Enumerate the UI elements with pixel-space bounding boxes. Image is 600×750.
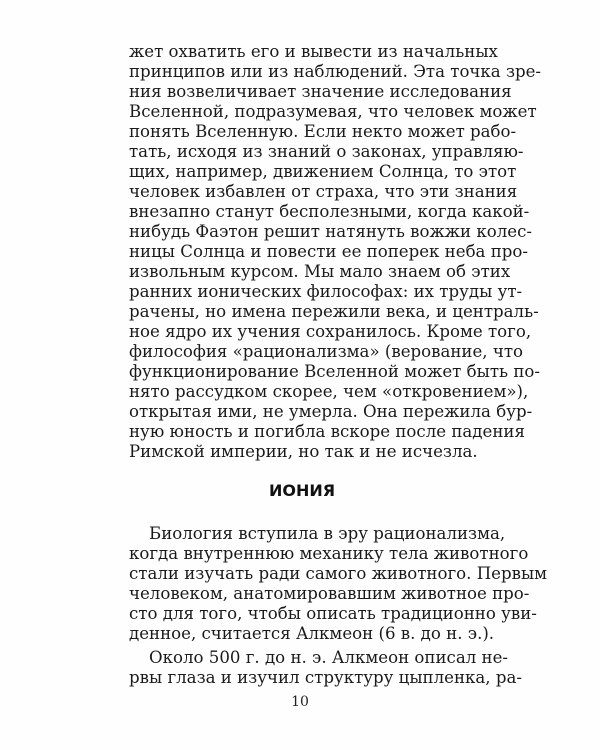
text-line: Биология вступила в эру рационализма, xyxy=(149,524,506,543)
text-line: Около 500 г. до н. э. Алкмеон описал не- xyxy=(149,648,509,667)
page-number: 10 xyxy=(291,694,309,710)
text-line: ницы Солнца и повести ее поперек неба про- xyxy=(129,242,529,261)
text-line: философия «рационализма» (верование, что xyxy=(129,342,523,361)
text-line: рвы глаза и изучил структуру цыпленка, ра- xyxy=(129,668,522,687)
text-line: денное, считается Алкмеон (6 в. до н. э.). xyxy=(129,624,495,643)
text-line: рачены, но имена пережили века, и централь- xyxy=(129,302,539,321)
text-line: Вселенной, подразумевая, что человек может xyxy=(129,102,537,121)
text-line: принципов или из наблюдений. Эта точка зре- xyxy=(129,62,542,81)
text-line: сто для того, чтобы описать традиционно уви- xyxy=(129,604,537,623)
text-line: человек избавлен от страха, что эти знания xyxy=(129,182,518,201)
text-line: нято рассудком скорее, чем «откровением»), xyxy=(129,382,529,401)
text-line: извольным курсом. Мы мало знаем об этих xyxy=(129,262,511,281)
text-line: тать, исходя из знаний о законах, управляю- xyxy=(129,142,524,161)
text-line: нибудь Фаэтон решит натянуть вожжи колес- xyxy=(129,222,532,241)
text-line: ное ядро их учения сохранилось. Кроме того, xyxy=(129,322,532,341)
text-line: щих, например, движением Солнца, то этот xyxy=(129,162,517,181)
text-line: понять Вселенную. Если некто может рабо- xyxy=(129,122,517,141)
text-line: открытая ими, не умерла. Она пережила бур- xyxy=(129,402,533,421)
text-line: стали изучать ради самого животного. Первым xyxy=(129,564,548,583)
section-heading: ИОНИЯ xyxy=(268,481,336,500)
text-line: человеком, анатомировавшим животное про- xyxy=(129,584,530,603)
text-line: ранних ионических философах: их труды ут- xyxy=(129,282,523,301)
text-line: Римской империи, но так и не исчезла. xyxy=(129,442,478,461)
text-line: жет охватить его и вывести из начальных xyxy=(129,42,498,61)
text-line: когда внутреннюю механику тела животного xyxy=(129,544,529,563)
text-line: ния возвеличивает значение исследования xyxy=(129,82,512,101)
text-line: функционирование Вселенной может быть по- xyxy=(129,362,540,381)
text-line: внезапно станут бесполезными, когда какой- xyxy=(129,202,530,221)
text-line: ную юность и погибла вскоре после падения xyxy=(129,422,525,441)
